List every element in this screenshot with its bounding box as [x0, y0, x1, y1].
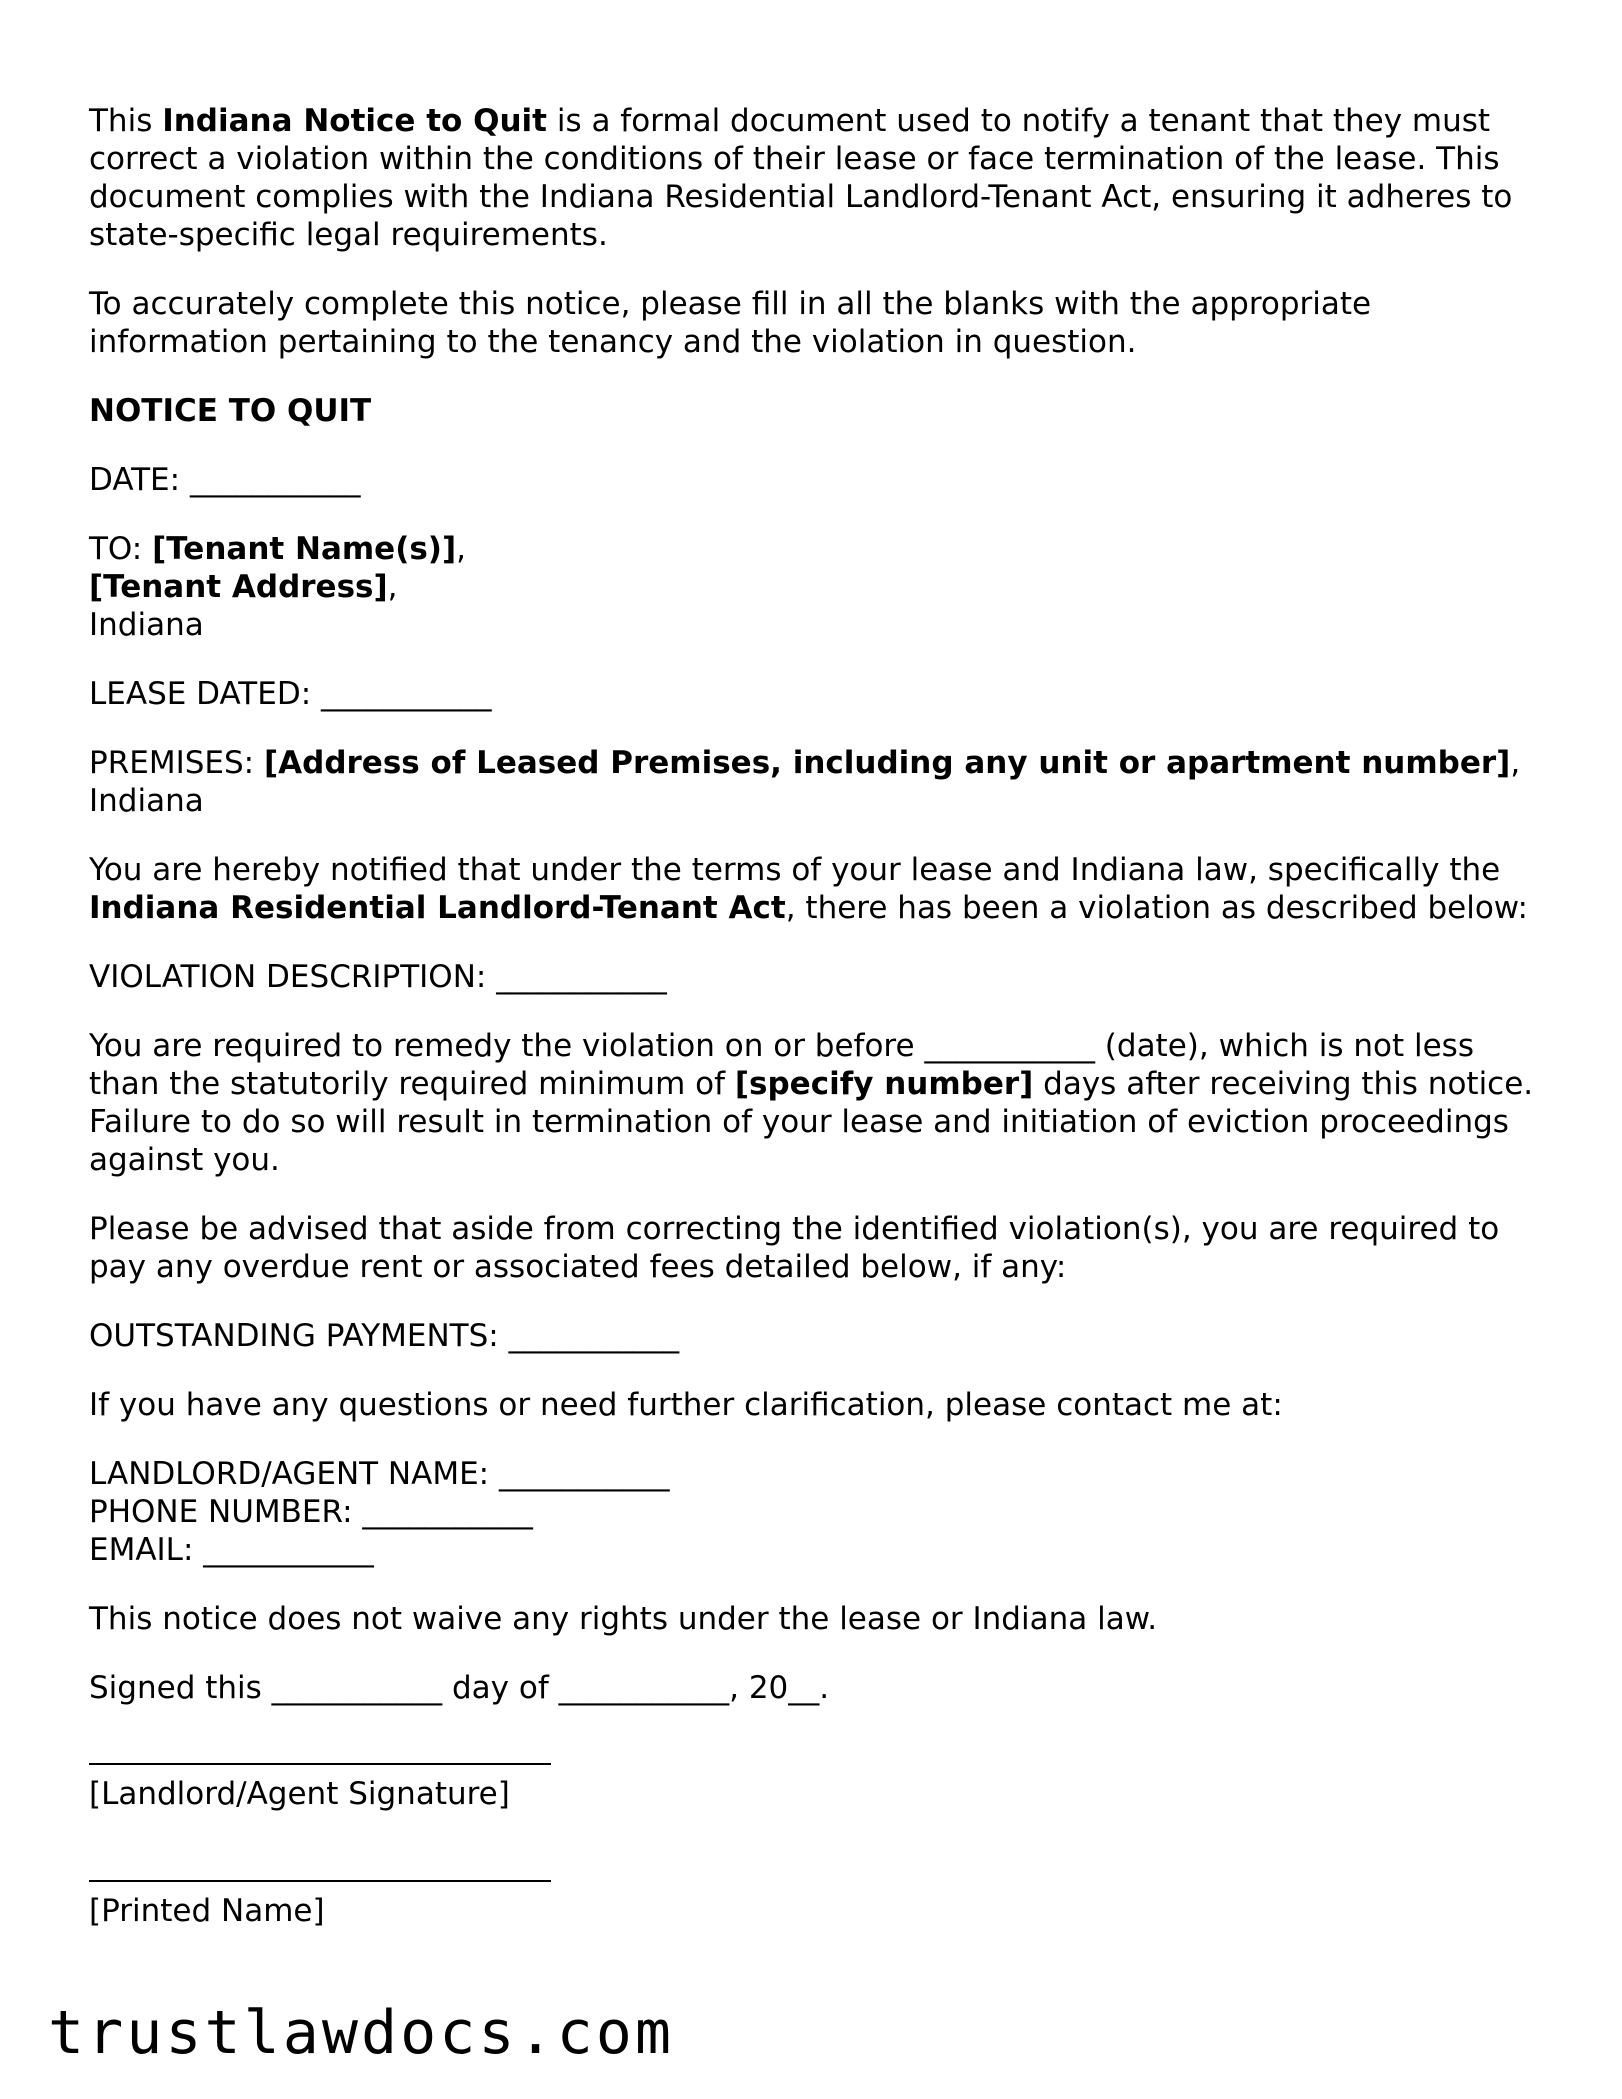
contact-intro: If you have any questions or need further clarification, please contact me at: [89, 1387, 1283, 1423]
document-page [89, 102, 1549, 1930]
document-name: Indiana Notice to Quit [162, 103, 547, 139]
to-block: TO: [Tenant Name(s)], [Tenant Address], Indiana [89, 531, 467, 643]
intro-paragraph-1: This Indiana Notice to Quit is a formal document used to notify a tenant that they must correct a violation within the conditions of their lease or face termination of the lease. This document complies with the Indiana Residential Landlord-Tenant Act, ensuring it adheres to state-specific legal requirements. [89, 103, 1513, 253]
act-name: Indiana Residential Landlord-Tenant Act [89, 890, 786, 926]
landlord-signature-label: [Landlord/Agent Signature] [89, 1776, 510, 1812]
printed-name-line[interactable] [89, 1880, 551, 1882]
tenant-address: [Tenant Address] [89, 569, 388, 605]
contact-block: LANDLORD/AGENT NAME: ___________ PHONE NUMBER: ___________ EMAIL: ___________ [89, 1456, 670, 1568]
signed-year-blank[interactable]: __ [788, 1670, 820, 1706]
tenant-state: Indiana [89, 607, 204, 643]
signed-day-blank[interactable]: ___________ [271, 1670, 443, 1706]
waiver-paragraph: This notice does not waive any rights under the lease or Indiana law. [89, 1601, 1158, 1637]
notification-paragraph: You are hereby notified that under the terms of your lease and Indiana law, specifically the Indiana Residential Landlord-Tenant Act, there has been a violation as described below: [89, 852, 1528, 926]
signed-line: Signed this ___________ day of ___________, 20__. [89, 1670, 830, 1706]
premises-address: [Address of Leased Premises, including any unit or apartment number] [263, 745, 1511, 781]
printed-name-block [89, 1880, 1549, 1930]
advised-paragraph: Please be advised that aside from correcting the identified violation(s), you are required to pay any overdue rent or associated fees detailed below, if any: [89, 1211, 1500, 1285]
landlord-signature-line[interactable] [89, 1763, 551, 1765]
remedy-paragraph: You are required to remedy the violation on or before ___________ (date), which is not less than the statutorily required minimum of [specify number] days after receiving this notice. Failure to do so will result in termination of your lease and initiation of eviction proceedings against you. [89, 1028, 1534, 1178]
intro-paragraph-2: To accurately complete this notice, please fill in all the blanks with the appropriate information pertaining to the tenancy and the violation in question. [89, 286, 1372, 360]
notice-title: NOTICE TO QUIT [89, 393, 372, 429]
days-number: [specify number] [734, 1066, 1034, 1102]
agent-name-blank[interactable]: ___________ [498, 1456, 670, 1492]
printed-name-label: [Printed Name] [89, 1893, 325, 1929]
violation-line: VIOLATION DESCRIPTION: ___________ [89, 959, 667, 995]
lease-dated-blank[interactable]: ___________ [321, 676, 492, 712]
violation-blank[interactable]: ___________ [496, 959, 667, 995]
watermark-logo: trustlawdocs.com [48, 1998, 674, 2068]
email-blank[interactable]: ___________ [203, 1532, 374, 1568]
date-line: DATE: ___________ [89, 462, 361, 498]
premises-line: PREMISES: [Address of Leased Premises, including any unit or apartment number], Indiana [89, 745, 1521, 819]
lease-dated-line: LEASE DATED: ___________ [89, 676, 492, 712]
signed-month-blank[interactable]: ___________ [558, 1670, 730, 1706]
outstanding-payments-line: OUTSTANDING PAYMENTS: ___________ [89, 1318, 680, 1354]
landlord-signature-block [89, 1763, 1549, 1813]
date-blank[interactable]: ___________ [189, 462, 361, 498]
phone-blank[interactable]: ___________ [362, 1494, 533, 1530]
tenant-name: [Tenant Name(s)] [152, 531, 457, 567]
remedy-date-blank[interactable]: ___________ [924, 1028, 1095, 1064]
outstanding-payments-blank[interactable]: ___________ [508, 1318, 680, 1354]
